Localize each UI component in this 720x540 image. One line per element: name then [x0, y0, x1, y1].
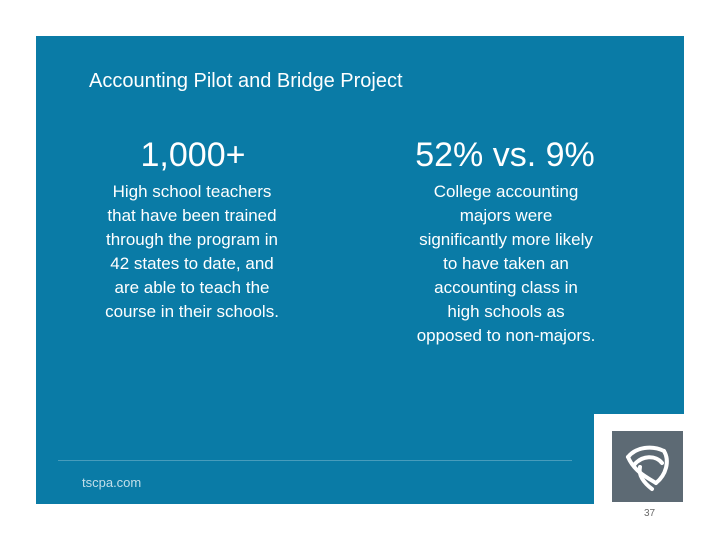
page-number: 37	[644, 508, 656, 519]
description-line: through the program in	[106, 230, 278, 249]
description-line: 42 states to date, and	[110, 254, 274, 273]
description-line: course in their schools.	[105, 302, 279, 321]
footer-website: tscpa.com	[82, 475, 142, 490]
description-line: that have been trained	[107, 206, 277, 225]
description-line: are able to teach the	[114, 278, 270, 297]
teachers-trained-stat: 1,000+	[140, 136, 246, 174]
tscpa-logo-icon	[612, 431, 683, 502]
teachers-trained-description	[82, 180, 302, 324]
description-line: high schools as	[447, 302, 565, 321]
description-line: College accounting	[433, 182, 579, 201]
slide-title: Accounting Pilot and Bridge Project	[89, 70, 403, 92]
description-line: to have taken an	[443, 254, 569, 273]
description-line: accounting class in	[434, 278, 578, 297]
description-line: significantly more likely	[419, 230, 593, 249]
footer-divider	[58, 460, 572, 461]
description-line: majors were	[459, 206, 553, 225]
description-line: opposed to non-majors.	[416, 326, 596, 345]
majors-comparison-description	[395, 180, 617, 348]
description-line: High school teachers	[112, 182, 272, 201]
majors-comparison-stat: 52% vs. 9%	[415, 136, 595, 174]
